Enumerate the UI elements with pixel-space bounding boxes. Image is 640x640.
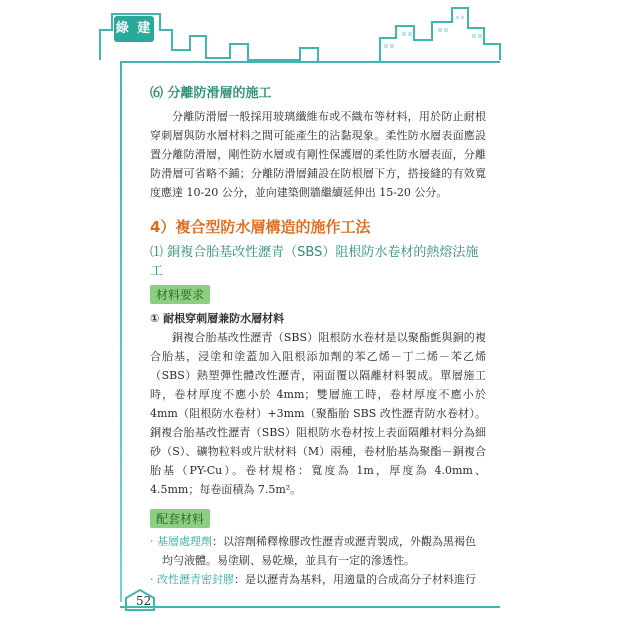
bullet-continuation: 均勻液體。易塗刷、易乾燥，並具有一定的滲透性。 — [162, 554, 415, 567]
bottom-border-line — [120, 606, 500, 608]
left-border-line — [120, 62, 122, 602]
item-1-title: ① 耐根穿刺層兼防水層材料 — [150, 312, 285, 325]
section-6-title: ⑹ 分離防滑層的施工 — [150, 86, 272, 101]
bullet-term: 改性瀝青密封膠 — [157, 573, 234, 586]
section-6-body: 分離防滑層一般採用玻璃纖維布或不織布等材料，用於防止耐根穿刺層與防水層材料之間可能產生的沾黏現象。柔性防水層表面應設置分離防滑層，剛性防水層或有剛性保護層的柔性防水層表面，分離防滑層可省略不鋪；分離防滑層鋪設在防根層下方，搭接縫的有效寬度應達 10-20 公分，並向建築側牆繼續延伸出 15-20 公分。 — [150, 110, 486, 199]
materials-tag: 材料要求 — [150, 285, 210, 304]
bullet-dot: · — [150, 573, 154, 586]
item-1-body: 銅複合胎基改性瀝青（SBS）阻根防水卷材是以聚酯氈與銅的複合胎基，浸塗和塗蓋加入阻根添加劑的苯乙烯－丁二烯－苯乙烯（SBS）熱塑彈性體改性瀝青，兩面覆以隔離材料製成。單層施工時，卷材厚度不應小於 4mm；雙層施工時，卷材厚度不應小於 4mm（阻根防水卷材）+3mm（聚酯胎 SBS 改性瀝青防水卷材）。銅複合胎基改性瀝青（SBS）阻根防水卷材按上表面隔離材料分為細砂（S）、礦物粒料或片狀材料（M）兩種，卷材胎基為聚酯－銅複合胎基（PY-Cu）。卷材規格：寬度為 1m，厚度為 4.0mm、4.5mm；每卷面積為 7.5m²。 — [150, 331, 486, 496]
section-4-1-title: ⑴ 銅複合胎基改性瀝青（SBS）阻根防水卷材的熱熔法施工 — [150, 245, 479, 279]
section-4-title: 4）複合型防水層構造的施作工法 — [150, 218, 371, 236]
page-number: 52 — [136, 594, 152, 608]
bullet-text: ：是以瀝青為基料，用適量的合成高分子材料進行 — [234, 573, 476, 586]
bullet-base-treatment — [150, 532, 486, 570]
bullet-term: 基層處理劑 — [157, 535, 212, 548]
accessories-tag: 配套材料 — [150, 509, 210, 528]
main-content — [150, 80, 486, 589]
bullet-text: ：以溶劑稀釋橡膠改性瀝青或瀝青製成，外觀為黑褐色 — [212, 535, 476, 548]
bullet-dot: · — [150, 535, 154, 548]
bullet-sealant — [150, 570, 486, 589]
section-badge: 綠 建 築 — [114, 16, 154, 42]
city-skyline-decoration — [0, 0, 640, 80]
